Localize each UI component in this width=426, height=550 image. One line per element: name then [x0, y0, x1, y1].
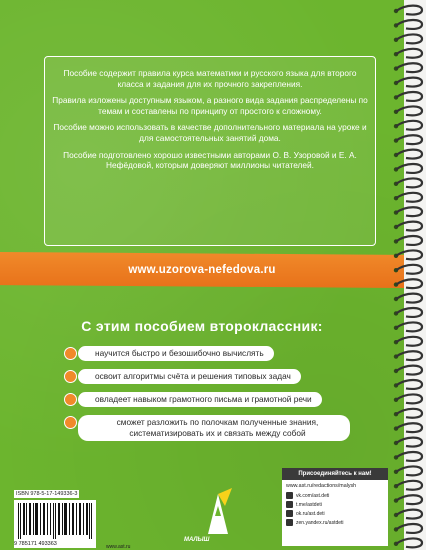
social-link[interactable]: vk.com/ast.deti [282, 491, 388, 500]
social-box [282, 468, 388, 546]
barcode-bars-icon [14, 500, 96, 540]
publisher-logo-icon [198, 486, 238, 541]
isbn-label: ISBN 978-5-17-149336-3 [16, 491, 78, 497]
social-link[interactable]: zen.yandex.ru/astdeti [282, 518, 388, 527]
skill-item: овладеет навыком грамотного письма и грамотной речи [78, 392, 322, 407]
bullet-dot [64, 347, 77, 360]
bullet-dot [64, 393, 77, 406]
skill-item: освоит алгоритмы счёта и решения типовых задач [78, 369, 301, 384]
description-paragraph-3: Пособие можно использовать в качестве дополнительного материала на уроке и для самостоятельных занятий дома. [53, 122, 367, 143]
telegram-icon [286, 501, 293, 508]
social-url[interactable]: www.ast.ru/redactions/malysh [286, 483, 357, 489]
description-box [44, 56, 376, 246]
bullet-dot [64, 416, 77, 429]
social-title: Присоединяйтесь к нам! [282, 468, 388, 480]
ok-icon [286, 510, 293, 517]
social-link[interactable]: t.me/astdeti [282, 500, 388, 509]
spiral-binding-icon [392, 0, 426, 550]
bullet-dot [64, 370, 77, 383]
website-link[interactable]: www.uzorova-nefedova.ru [128, 264, 276, 276]
skills-heading: С этим пособием второклассник: [81, 318, 323, 334]
description-paragraph-2: Правила изложены доступным языком, а разного вида задания распределены по темам и составлены по принципу от простого к сложному. [52, 95, 368, 116]
description-paragraph-4: Пособие подготовлено хорошо известными авторами О. В. Узоровой и Е. А. Нефёдовой, которым доверяют миллионы читателей. [63, 149, 357, 171]
vk-icon [286, 492, 293, 499]
zen-icon [286, 519, 293, 526]
description-paragraph-1: Пособие содержит правила курса математики и русского языка для второго класса и задания для их прочного закрепления. [63, 68, 357, 89]
publisher-name: МАЛЫШ [184, 537, 210, 543]
footer-site[interactable]: www.ast.ru [106, 544, 131, 550]
skill-item: сможет разложить по полочкам полученные знания, систематизировать их и связать между собой [78, 415, 350, 441]
skill-item: научится быстро и безошибочно вычислять [78, 346, 274, 361]
barcode-number: 9 785171 493363 [14, 541, 57, 547]
social-link[interactable]: ok.ru/ast.deti [282, 509, 388, 518]
